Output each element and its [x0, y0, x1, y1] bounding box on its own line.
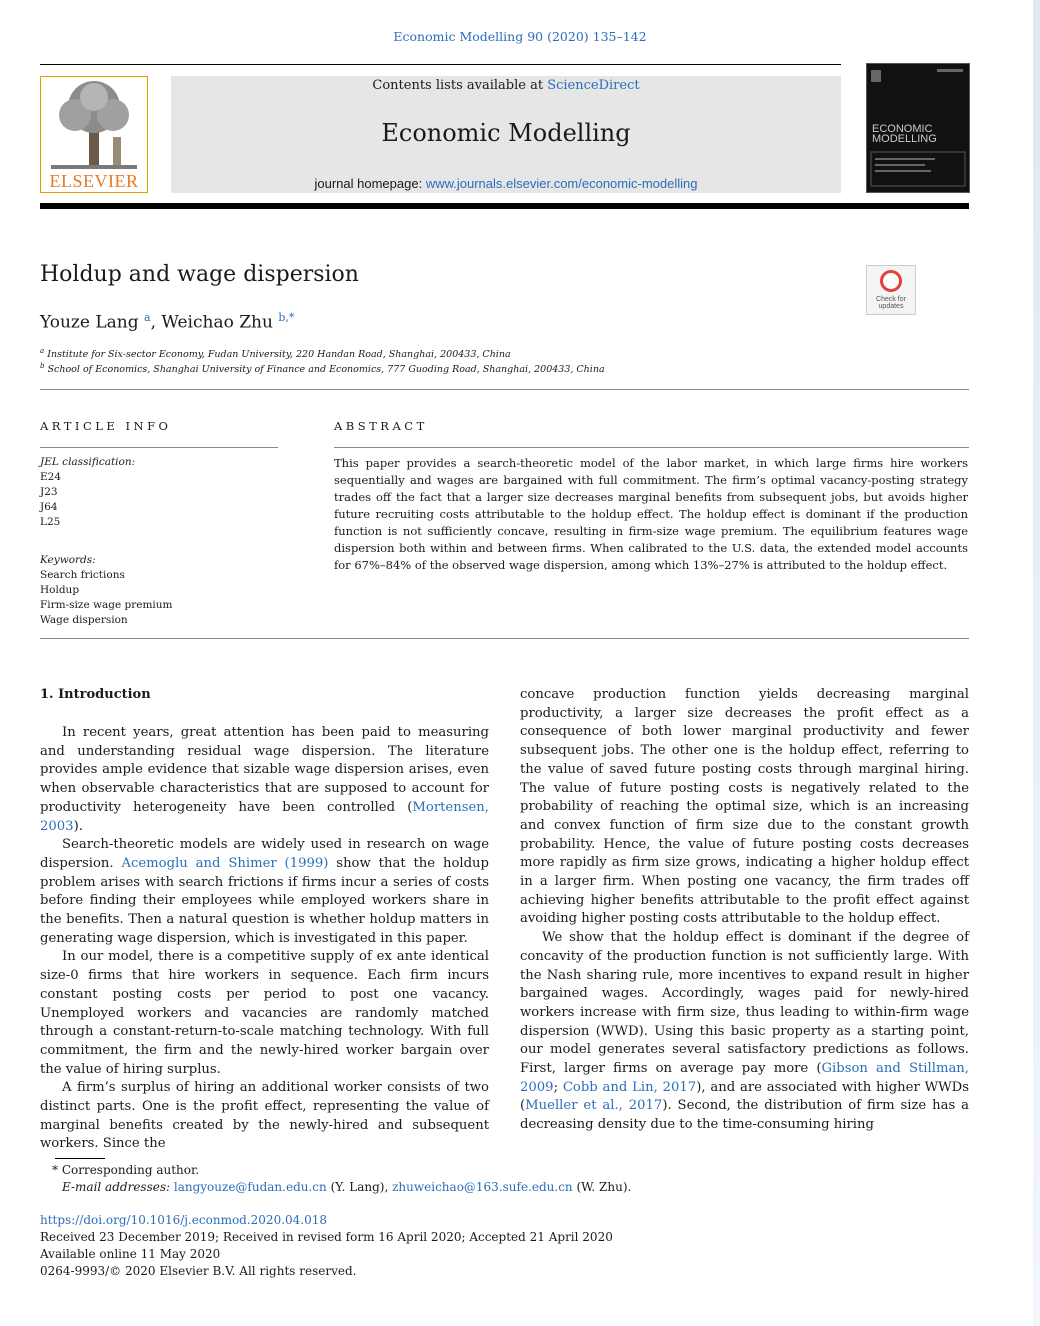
body-column-left: [40, 724, 489, 1154]
keyword: Wage dispersion: [40, 614, 128, 626]
email-owner: (W. Zhu).: [572, 1180, 632, 1194]
check-for-updates-button[interactable]: [866, 265, 916, 315]
affiliation-a-mark: a: [40, 347, 45, 355]
email-label: E-mail addresses:: [62, 1180, 174, 1194]
footnote-mark: *: [52, 1163, 58, 1177]
copyright: 0264-9993/© 2020 Elsevier B.V. All rights reserved.: [40, 1264, 357, 1278]
paragraph-text: In recent years, great attention has been paid to measuring and understanding residual wage dispersion. The literature provides ample evidence that sizable wage dispersion arises, even when observable characteristics that are supposed to account for productivity heterogeneity have been controlled (: [40, 725, 489, 815]
paragraph: [40, 724, 489, 836]
author-name[interactable]: Weichao Zhu: [161, 312, 273, 333]
paragraph-text: We show that the holdup effect is dominant if the degree of concavity of the production function is not sufficiently large. With the Nash sharing rule, more incentives to expand result in higher bargained wages. Accordingly, wages paid for newly-hired workers increase with firm size, thus leading to within-firm wage dispersion (WWD). Using this basic property as a starting point, our model generates several satisfactory predictions as follows. First, larger firms on average pay more (: [520, 930, 969, 1077]
affiliation-a-text: Institute for Six-sector Economy, Fudan University, 220 Handan Road, Shanghai, 200433, China: [47, 349, 511, 361]
abstract-text: This paper provides a search-theoretic model of the labor market, in which large firms hire workers sequentially and wages are bargained with full commitment. The firm’s optimal vacancy-posting strategy trades off the fact that a larger size decreases marginal benefits from subsequent jobs, but avoids higher future recruiting costs attributable to the holdup effect. The holdup effect is dominant if the production function is not sufficiently concave, resulting in firm-size wage premium. The equilibrium features wage dispersion both within and between firms. When calibrated to the U.S. data, the extended model accounts for 67%–84% of the observed wage dispersion, among which 13%–27% is attributed to the holdup effect.: [334, 456, 968, 572]
email-link[interactable]: zhuweichao@163.sufe.edu.cn: [392, 1180, 573, 1194]
tree-icon: [41, 77, 147, 172]
citation-link[interactable]: Mueller et al., 2017: [525, 1098, 663, 1114]
citation-link[interactable]: Cobb and Lin, 2017: [562, 1079, 697, 1095]
jel-code: E24: [40, 471, 62, 483]
elsevier-wordmark: ELSEVIER: [49, 171, 139, 191]
affiliation-a: [40, 347, 511, 360]
jel-code: J23: [40, 486, 58, 498]
keywords-label: Keywords:: [40, 554, 96, 566]
author-list: [40, 311, 294, 333]
corresponding-author-text: Corresponding author.: [58, 1163, 200, 1177]
check-updates-label: Check for updates: [876, 296, 906, 310]
keywords: [40, 553, 173, 628]
abstract-heading: ABSTRACT: [334, 419, 428, 433]
contents-prefix: Contents lists available at: [372, 78, 548, 93]
jel-code: L25: [40, 516, 61, 528]
body-column-right: [520, 686, 969, 1135]
doi-link[interactable]: https://doi.org/10.1016/j.econmod.2020.04.018: [40, 1213, 328, 1227]
sciencedirect-link[interactable]: ScienceDirect: [547, 78, 640, 93]
divider: [40, 389, 969, 390]
journal-name: Economic Modelling: [381, 119, 631, 147]
elsevier-logo[interactable]: [40, 76, 148, 193]
email-line: [52, 1179, 631, 1196]
scrollbar[interactable]: [1033, 0, 1040, 1326]
paragraph-text: ).: [73, 818, 83, 834]
jel-label: JEL classification:: [40, 456, 136, 468]
affiliation-b-text: School of Economics, Shanghai University of Finance and Economics, 777 Guoding Road, Shanghai, 200433, China: [47, 364, 605, 376]
paragraph: In our model, there is a competitive supply of ex ante identical size-0 firms that hire workers in sequence. Each firm incurs constant posting costs per period to post one vacancy. Unemployed workers and vacancies are randomly matched through a constant-return-to-scale matching technology. With full commitment, the firm and the newly-hired worker bargain over the value of hiring surplus.: [40, 949, 489, 1077]
paper-title: Holdup and wage dispersion: [40, 262, 359, 287]
article-info-heading: ARTICLE INFO: [40, 419, 172, 433]
affiliation-b-mark: b: [40, 362, 45, 370]
affiliation-b: [40, 362, 605, 375]
paragraph-text: ), and are associated with higher WWDs (: [520, 1079, 970, 1114]
received-dates: Received 23 December 2019; Received in revised form 16 April 2020; Accepted 21 April 2020: [40, 1230, 613, 1244]
paragraph-text: Search-theoretic models are widely used in research on wage dispersion.: [40, 837, 489, 871]
publication-info: [40, 1212, 613, 1280]
footnote: [52, 1162, 631, 1196]
paragraph-text: ). Second, the distribution of firm size has a decreasing density due to the time-consuming hiring: [520, 1098, 969, 1133]
keyword: Holdup: [40, 584, 80, 596]
paragraph-text: ;: [553, 1079, 563, 1095]
corresponding-author-note: [52, 1162, 631, 1179]
divider: [40, 638, 969, 639]
citation-link[interactable]: Gibson and Stillman, 2009: [520, 1061, 969, 1095]
divider: [40, 447, 278, 448]
citation-link[interactable]: Acemoglu and Shimer (1999): [121, 855, 329, 871]
homepage-prefix: journal homepage:: [314, 176, 426, 191]
author-separator: ,: [150, 312, 162, 333]
paragraph-text: show that the holdup problem arises with search frictions if firms incur a series of costs before finding their employees while employed workers share in the benefits. Then a natural question is whether holdup matters in generating wage dispersion, which is investigated in this paper.: [40, 855, 489, 946]
available-online: Available online 11 May 2020: [40, 1247, 221, 1261]
paragraph: concave production function yields decreasing marginal productivity, a larger size decreases the profit effect as a consequence of both lower marginal productivity and fewer subsequent jobs. The other one is the holdup effect, referring to the value of saved future posting costs through marginal hiring. The value of future posting costs is negatively related to the probability of reaching the optimal size, which is an increasing and convex function of firm size due to the constant growth probability. Hence, the value of future posting costs decreases more rapidly as firm size grows, indicating a higher holdup effect in a larger firm. When posting one vacancy, the firm trades off achieving higher benefits attributable to the profit effect against avoiding higher posting costs attributable to the holdup effect.: [520, 687, 969, 927]
cover-title: ECONOMIC MODELLING: [872, 123, 937, 145]
email-owner: (Y. Lang),: [326, 1180, 393, 1194]
citation-link[interactable]: Mortensen, 2003: [40, 799, 489, 834]
section-heading: 1. Introduction: [40, 687, 151, 702]
email-link[interactable]: langyouze@fudan.edu.cn: [173, 1180, 327, 1194]
footnote-divider: [55, 1158, 105, 1159]
divider: [334, 447, 969, 448]
jel-code: J64: [40, 501, 58, 513]
author-name[interactable]: Youze Lang: [40, 312, 139, 333]
top-divider: [40, 64, 841, 65]
keyword: Search frictions: [40, 569, 125, 581]
affiliation-mark[interactable]: a: [144, 311, 151, 324]
journal-citation[interactable]: Economic Modelling 90 (2020) 135–142: [393, 29, 647, 44]
paragraph: A firm’s surplus of hiring an additional worker consists of two distinct parts. One is the profit effect, representing the value of marginal benefits created by the newly-hired and subsequent workers. Since the: [40, 1080, 489, 1152]
keyword: Firm-size wage premium: [40, 599, 173, 611]
homepage-link[interactable]: www.journals.elsevier.com/economic-modelling: [425, 176, 698, 191]
paragraph: [520, 929, 969, 1135]
affiliation-mark[interactable]: b,*: [278, 311, 295, 324]
jel-classification: [40, 455, 135, 530]
header-thick-divider: [40, 203, 969, 209]
paragraph: [40, 836, 489, 948]
contents-line: [171, 78, 841, 93]
bookmark-icon: [880, 270, 902, 292]
homepage-line: [171, 176, 841, 191]
